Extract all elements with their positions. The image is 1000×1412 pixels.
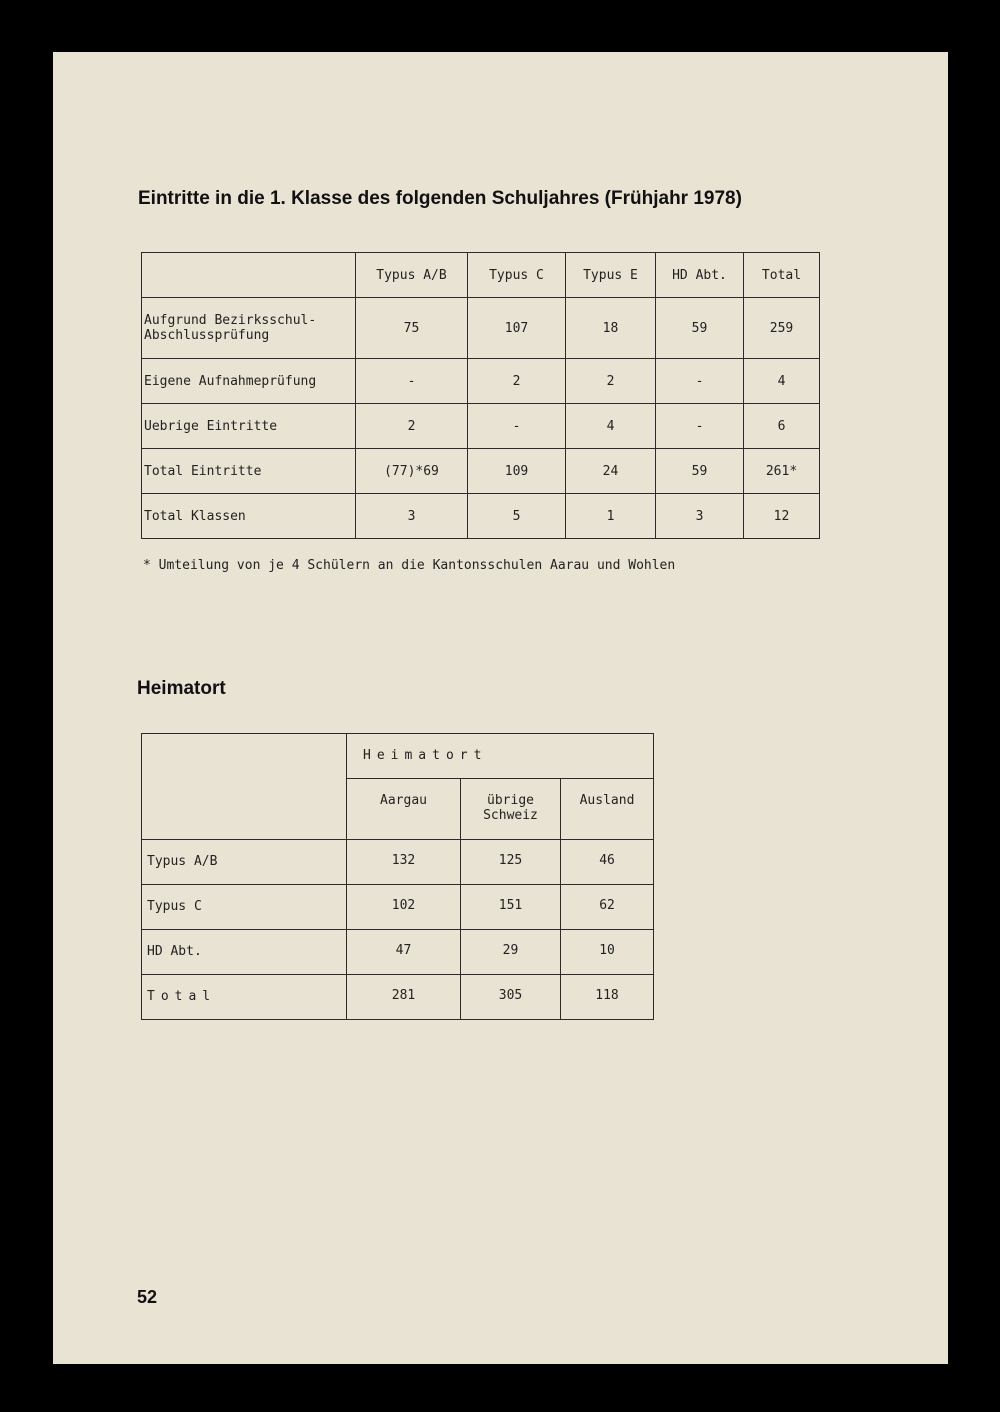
- row-label: Total Eintritte: [142, 449, 356, 494]
- row-label: HD Abt.: [142, 930, 347, 975]
- table-cell: 59: [656, 449, 744, 494]
- row-label: Typus C: [142, 885, 347, 930]
- table-cell: 125: [461, 840, 561, 885]
- table-row: [142, 840, 654, 885]
- column-header: Typus E: [566, 253, 656, 298]
- table-cell: 132: [347, 840, 461, 885]
- column-header: Total: [744, 253, 820, 298]
- table-cell: 46: [561, 840, 654, 885]
- row-label: Uebrige Eintritte: [142, 404, 356, 449]
- footnote: * Umteilung von je 4 Schülern an die Kantonsschulen Aarau und Wohlen: [143, 558, 676, 573]
- column-header: Ausland: [561, 779, 654, 840]
- table-header-row: [142, 253, 820, 298]
- table-row: [142, 930, 654, 975]
- table-cell: 2: [468, 359, 566, 404]
- table-row: [142, 494, 820, 539]
- table-cell: 2: [566, 359, 656, 404]
- group-header-row: [142, 734, 654, 779]
- column-header: Typus A/B: [356, 253, 468, 298]
- table-row: [142, 359, 820, 404]
- table-row: [142, 298, 820, 359]
- table-cell: 305: [461, 975, 561, 1020]
- table-cell: 261*: [744, 449, 820, 494]
- table-row: [142, 404, 820, 449]
- table-cell: 24: [566, 449, 656, 494]
- table-cell: 47: [347, 930, 461, 975]
- table-row: [142, 885, 654, 930]
- table-cell: 151: [461, 885, 561, 930]
- table-cell: 3: [356, 494, 468, 539]
- table-cell: 4: [744, 359, 820, 404]
- table-cell: 259: [744, 298, 820, 359]
- table-cell: 107: [468, 298, 566, 359]
- table-cell: 1: [566, 494, 656, 539]
- table-cell: 10: [561, 930, 654, 975]
- heimatort-table: [141, 733, 654, 1020]
- entries-title: Eintritte in die 1. Klasse des folgenden Schuljahres (Frühjahr 1978): [138, 188, 742, 209]
- table-cell: 109: [468, 449, 566, 494]
- table-cell: -: [656, 359, 744, 404]
- table-cell: (77)*69: [356, 449, 468, 494]
- column-header: HD Abt.: [656, 253, 744, 298]
- group-header: Heimatort: [347, 734, 654, 779]
- table-cell: 3: [656, 494, 744, 539]
- table-row: [142, 449, 820, 494]
- table-cell: 12: [744, 494, 820, 539]
- table-cell: 281: [347, 975, 461, 1020]
- column-header: Aargau: [347, 779, 461, 840]
- table-cell: 118: [561, 975, 654, 1020]
- corner-cell: [142, 253, 356, 298]
- page-number: 52: [137, 1287, 158, 1307]
- entries-table: [141, 252, 820, 539]
- corner-cell: [142, 734, 347, 840]
- table-cell: -: [468, 404, 566, 449]
- table-cell: 59: [656, 298, 744, 359]
- table-cell: 2: [356, 404, 468, 449]
- row-label: Aufgrund Bezirksschul- Abschlussprüfung: [142, 298, 356, 359]
- table-cell: 5: [468, 494, 566, 539]
- table-cell: -: [356, 359, 468, 404]
- column-header: übrige Schweiz: [461, 779, 561, 840]
- table-cell: -: [656, 404, 744, 449]
- column-header: Typus C: [468, 253, 566, 298]
- table-cell: 6: [744, 404, 820, 449]
- heimatort-title: Heimatort: [137, 678, 226, 699]
- table-cell: 75: [356, 298, 468, 359]
- row-label: Total Klassen: [142, 494, 356, 539]
- table-cell: 29: [461, 930, 561, 975]
- row-label: Total: [142, 975, 347, 1020]
- document-page: [53, 52, 948, 1364]
- table-cell: 102: [347, 885, 461, 930]
- table-cell: 62: [561, 885, 654, 930]
- row-label: Eigene Aufnahmeprüfung: [142, 359, 356, 404]
- table-cell: 4: [566, 404, 656, 449]
- row-label: Typus A/B: [142, 840, 347, 885]
- table-cell: 18: [566, 298, 656, 359]
- table-row: [142, 975, 654, 1020]
